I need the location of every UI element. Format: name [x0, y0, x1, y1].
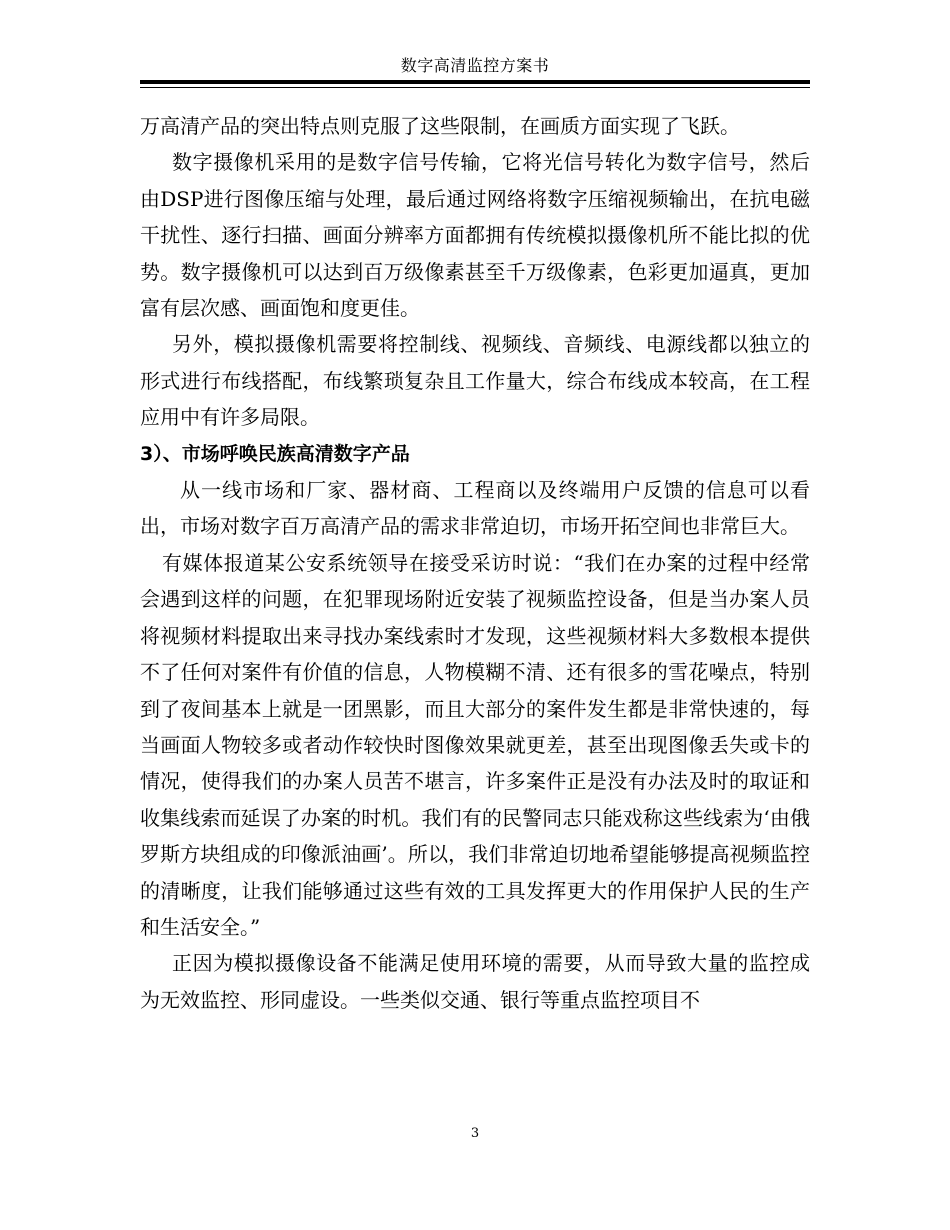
paragraph-analog-wiring: 另外，模拟摄像机需要将控制线、视频线、音频线、电源线都以独立的形式进行布线搭配，布线繁琐复杂且工作量大，综合布线成本较高，在工程应用中有许多局限。 — [140, 332, 810, 430]
paragraph-continuation: 万高清产品的突出特点则克服了这些限制，在画质方面实现了飞跃。 — [140, 114, 740, 138]
document-body — [140, 108, 810, 1018]
header-title: 数字高清监控方案书 — [400, 56, 550, 75]
paragraph-digital-camera: 数字摄像机采用的是数字信号传输，它将光信号转化为数字信号，然后由DSP进行图像压缩与处理，最后通过网络将数字压缩视频输出，在抗电磁干扰性、逐行扫描、画面分辨率方面都拥有传统模拟摄像机所不能比拟的优势。数字摄像机可以达到百万级像素甚至千万级像素，色彩更加逼真，更加富有层次感、画面饱和度更佳。 — [140, 150, 810, 321]
paragraph-analog-limitations: 正因为模拟摄像设备不能满足使用环境的需要，从而导致大量的监控成为无效监控、形同虚设。一些类似交通、银行等重点监控项目不 — [140, 951, 810, 1012]
page-number: 3 — [470, 1126, 480, 1141]
paragraph-media-report: 有媒体报道某公安系统领导在接受采访时说：“我们在办案的过程中经常会遇到这样的问题，在犯罪现场附近安装了视频监控设备，但是当办案人员将视频材料提取出来寻找办案线索时才发现，这些视频材料大多数根本提供不了任何对案件有价值的信息，人物模糊不清、还有很多的雪花噪点，特别到了夜间基本上就是一团黑影，而且大部分的案件发生都是非常快速的，每当画面人物较多或者动作较快时图像效果就更差，甚至出现图像丢失或卡的情况，使得我们的办案人员苦不堪言，许多案件正是没有办法及时的取证和收集线索而延误了办案的时机。我们有的民警同志只能戏称这些线索为‘由俄罗斯方块组成的印像派油画’。所以，我们非常迫切地希望能够提高视频监控的清晰度，让我们能够通过这些有效的工具发挥更大的作用保护人民的生产和生活安全。” — [140, 550, 810, 939]
header-rule-thin — [140, 87, 810, 88]
header-rule-thick — [140, 80, 810, 84]
section-heading: 3）、市场呼唤民族高清数字产品 — [140, 442, 410, 465]
paragraph-market-feedback: 从一线市场和厂家、器材商、工程商以及终端用户反馈的信息可以看出，市场对数字百万高清产品的需求非常迫切，市场开拓空间也非常巨大。 — [140, 478, 810, 539]
